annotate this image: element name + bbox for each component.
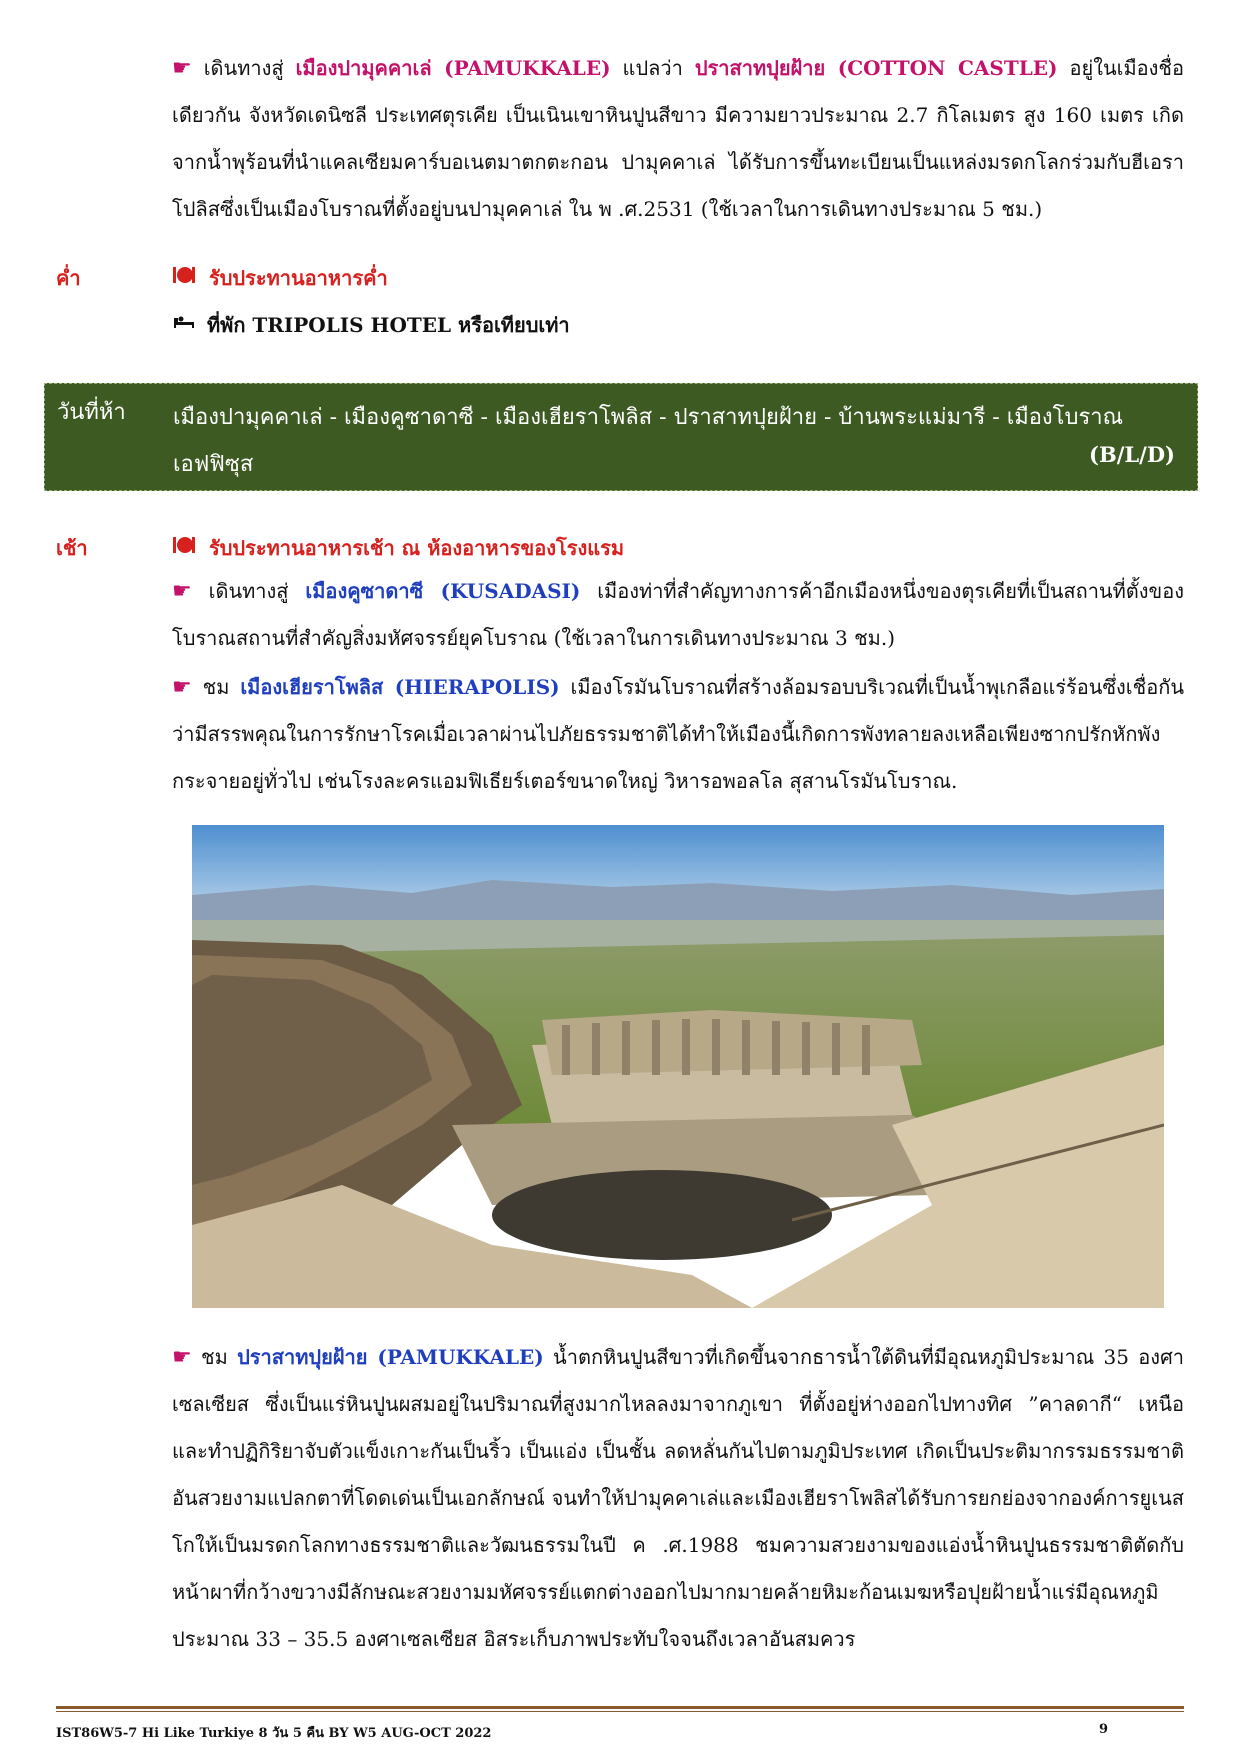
breakfast-label: เช้า (56, 536, 88, 560)
lead-text: ชม (202, 675, 230, 699)
place-alias: ปราสาทปุยฝ้าย (COTTON CASTLE) (694, 56, 1058, 80)
footer-program-code: IST86W5-7 Hi Like Turkiye 8 วัน 5 คืน BY W5 AUG-OCT 2022 (56, 1726, 492, 1741)
body-text: อยู่ในเมืองชื่อเดียวกัน จังหวัดเดนิซลี ประเทศตุรเคีย เป็นเนินเขาหินปูนสีขาว มีความยาวประมาณ 2.7 กิโลเมตร สูง 160 เมตร เกิดจากน้ำพุร้อนที่นำแคลเซียมคาร์บอเนตมาตกตะกอน ปามุคคาเล่ ได้รับการขึ้นทะเบียนเป็นแหล่งมรดกโลกร่วมกับฮีเอราโปลิสซึ่งเป็นเมืองโบราณที่ตั้งอยู่บนปามุคคาเล่ ใน พ .ศ.2531 (ใช้เวลาในการเดินทางประมาณ 5 ชม.) (172, 56, 1185, 221)
mid-text: แปลว่า (622, 56, 683, 80)
body-text: เมืองท่าที่สำคัญทางการค้าอีกเมืองหนึ่งของตุรเคียที่เป็นสถานที่ตั้งของโบราณสถานที่สำคัญสิ่งมหัศจรรย์ยุคโบราณ (ใช้เวลาในการเดินทางประมาณ 3 ชม.) (172, 579, 1184, 650)
hotel-icon (172, 312, 200, 337)
hotel-line (172, 309, 570, 341)
hierapolis-theatre-photo (192, 825, 1164, 1308)
pointing-hand-icon: ☛ (172, 56, 192, 81)
dinner-meal-line (172, 262, 388, 294)
cotton-castle-paragraph (172, 1334, 1184, 1663)
hotel-text: ที่พัก TRIPOLIS HOTEL หรือเทียบเท่า (206, 313, 570, 337)
day-banner (44, 383, 1198, 491)
pointing-hand-icon: ☛ (172, 675, 192, 700)
kusadasi-paragraph (172, 568, 1184, 662)
page-number: 9 (1099, 1722, 1109, 1737)
pointing-hand-icon: ☛ (172, 1345, 192, 1370)
breakfast-meal-text: รับประทานอาหารเช้า ณ ห้องอาหารของโรงแรม (208, 536, 625, 560)
day-label: วันที่ห้า (57, 400, 126, 425)
day-title: เมืองปามุคคาเล่ - เมืองคูซาดาซี - เมืองเฮียราโพลิส - ปราสาทปุยฝ้าย - บ้านพระแม่มารี - เมืองโบราณเอฟฟิซุส (173, 405, 1124, 477)
place-name: เมืองปามุคคาเล่ (PAMUKKALE) (295, 56, 611, 80)
body-text: เมืองโรมันโบราณที่สร้างล้อมรอบบริเวณที่เป็นน้ำพุเกลือแร่ร้อนซึ่งเชื่อกันว่ามีสรรพคุณในการรักษาโรคเมื่อเวลาผ่านไปภัยธรรมชาติได้ทำให้เมืองนี้เกิดการพังทลายลงเหลือเพียงซากปรักหักพังกระจายอยู่ทั่วไป เช่นโรงละครแอมฟิเธียร์เตอร์ขนาดใหญ่ วิหารอพอลโล สุสานโรมันโบราณ. (172, 675, 1185, 793)
lead-text: เดินทางสู่ (203, 56, 284, 80)
footer-rule-thin (56, 1711, 1184, 1712)
lead-text: ชม (201, 1345, 228, 1369)
day-meals: (B/L/D) (1089, 442, 1175, 467)
pointing-hand-icon: ☛ (172, 579, 192, 604)
dinner-meal-text: รับประทานอาหารค่ำ (208, 266, 388, 290)
hierapolis-paragraph (172, 664, 1184, 805)
cutlery-icon (172, 265, 202, 290)
dinner-label: ค่ำ (56, 266, 81, 290)
lead-text: เดินทางสู่ (208, 579, 289, 603)
breakfast-meal-line (172, 532, 624, 564)
place-name: เมืองคูซาดาซี (KUSADASI) (305, 579, 581, 603)
place-name: ปราสาทปุยฝ้าย (PAMUKKALE) (237, 1345, 544, 1369)
place-name: เมืองเฮียราโพลิส (HIERAPOLIS) (240, 675, 560, 699)
pamukkale-intro-paragraph (172, 45, 1184, 233)
cutlery-icon (172, 535, 202, 560)
body-text: น้ำตกหินปูนสีขาวที่เกิดขึ้นจากธารน้ำใต้ดินที่มีอุณหภูมิประมาณ 35 องศาเซลเซียส ซึ่งเป็นแร่หินปูนผสมอยู่ในปริมาณที่สูงมากไหลลงมาจากภูเขา ที่ตั้งอยู่ห่างออกไปทางทิศ ”คาลดากี“ เหนือ และทำปฏิกิริยาจับตัวแข็งเกาะกันเป็นริ้ว เป็นแอ่ง เป็นชั้น ลดหลั่นกันไปตามภูมิประเทศ เกิดเป็นประติมากรรมธรรมชาติ อันสวยงามแปลกตาที่โดดเด่นเป็นเอกลักษณ์ จนทำให้ปามุคคาเล่และเมืองเฮียราโพลิสได้รับการยกย่องจากองค์การยูเนสโกให้เป็นมรดกโลกทางธรรมชาติและวัฒนธรรมในปี ค .ศ.1988 ชมความสวยงามของแอ่งน้ำหินปูนธรรมชาติตัดกับหน้าผาที่กว้างขวางมีลักษณะสวยงามมหัศจรรย์แตกต่างออกไปมากมายคล้ายหิมะก้อนเมฆหรือปุยฝ้ายน้ำแร่มีอุณหภูมิประมาณ 33 – 35.5 องศาเซลเซียส อิสระเก็บภาพประทับใจจนถึงเวลาอันสมควร (172, 1345, 1184, 1651)
footer-rule (56, 1706, 1184, 1709)
